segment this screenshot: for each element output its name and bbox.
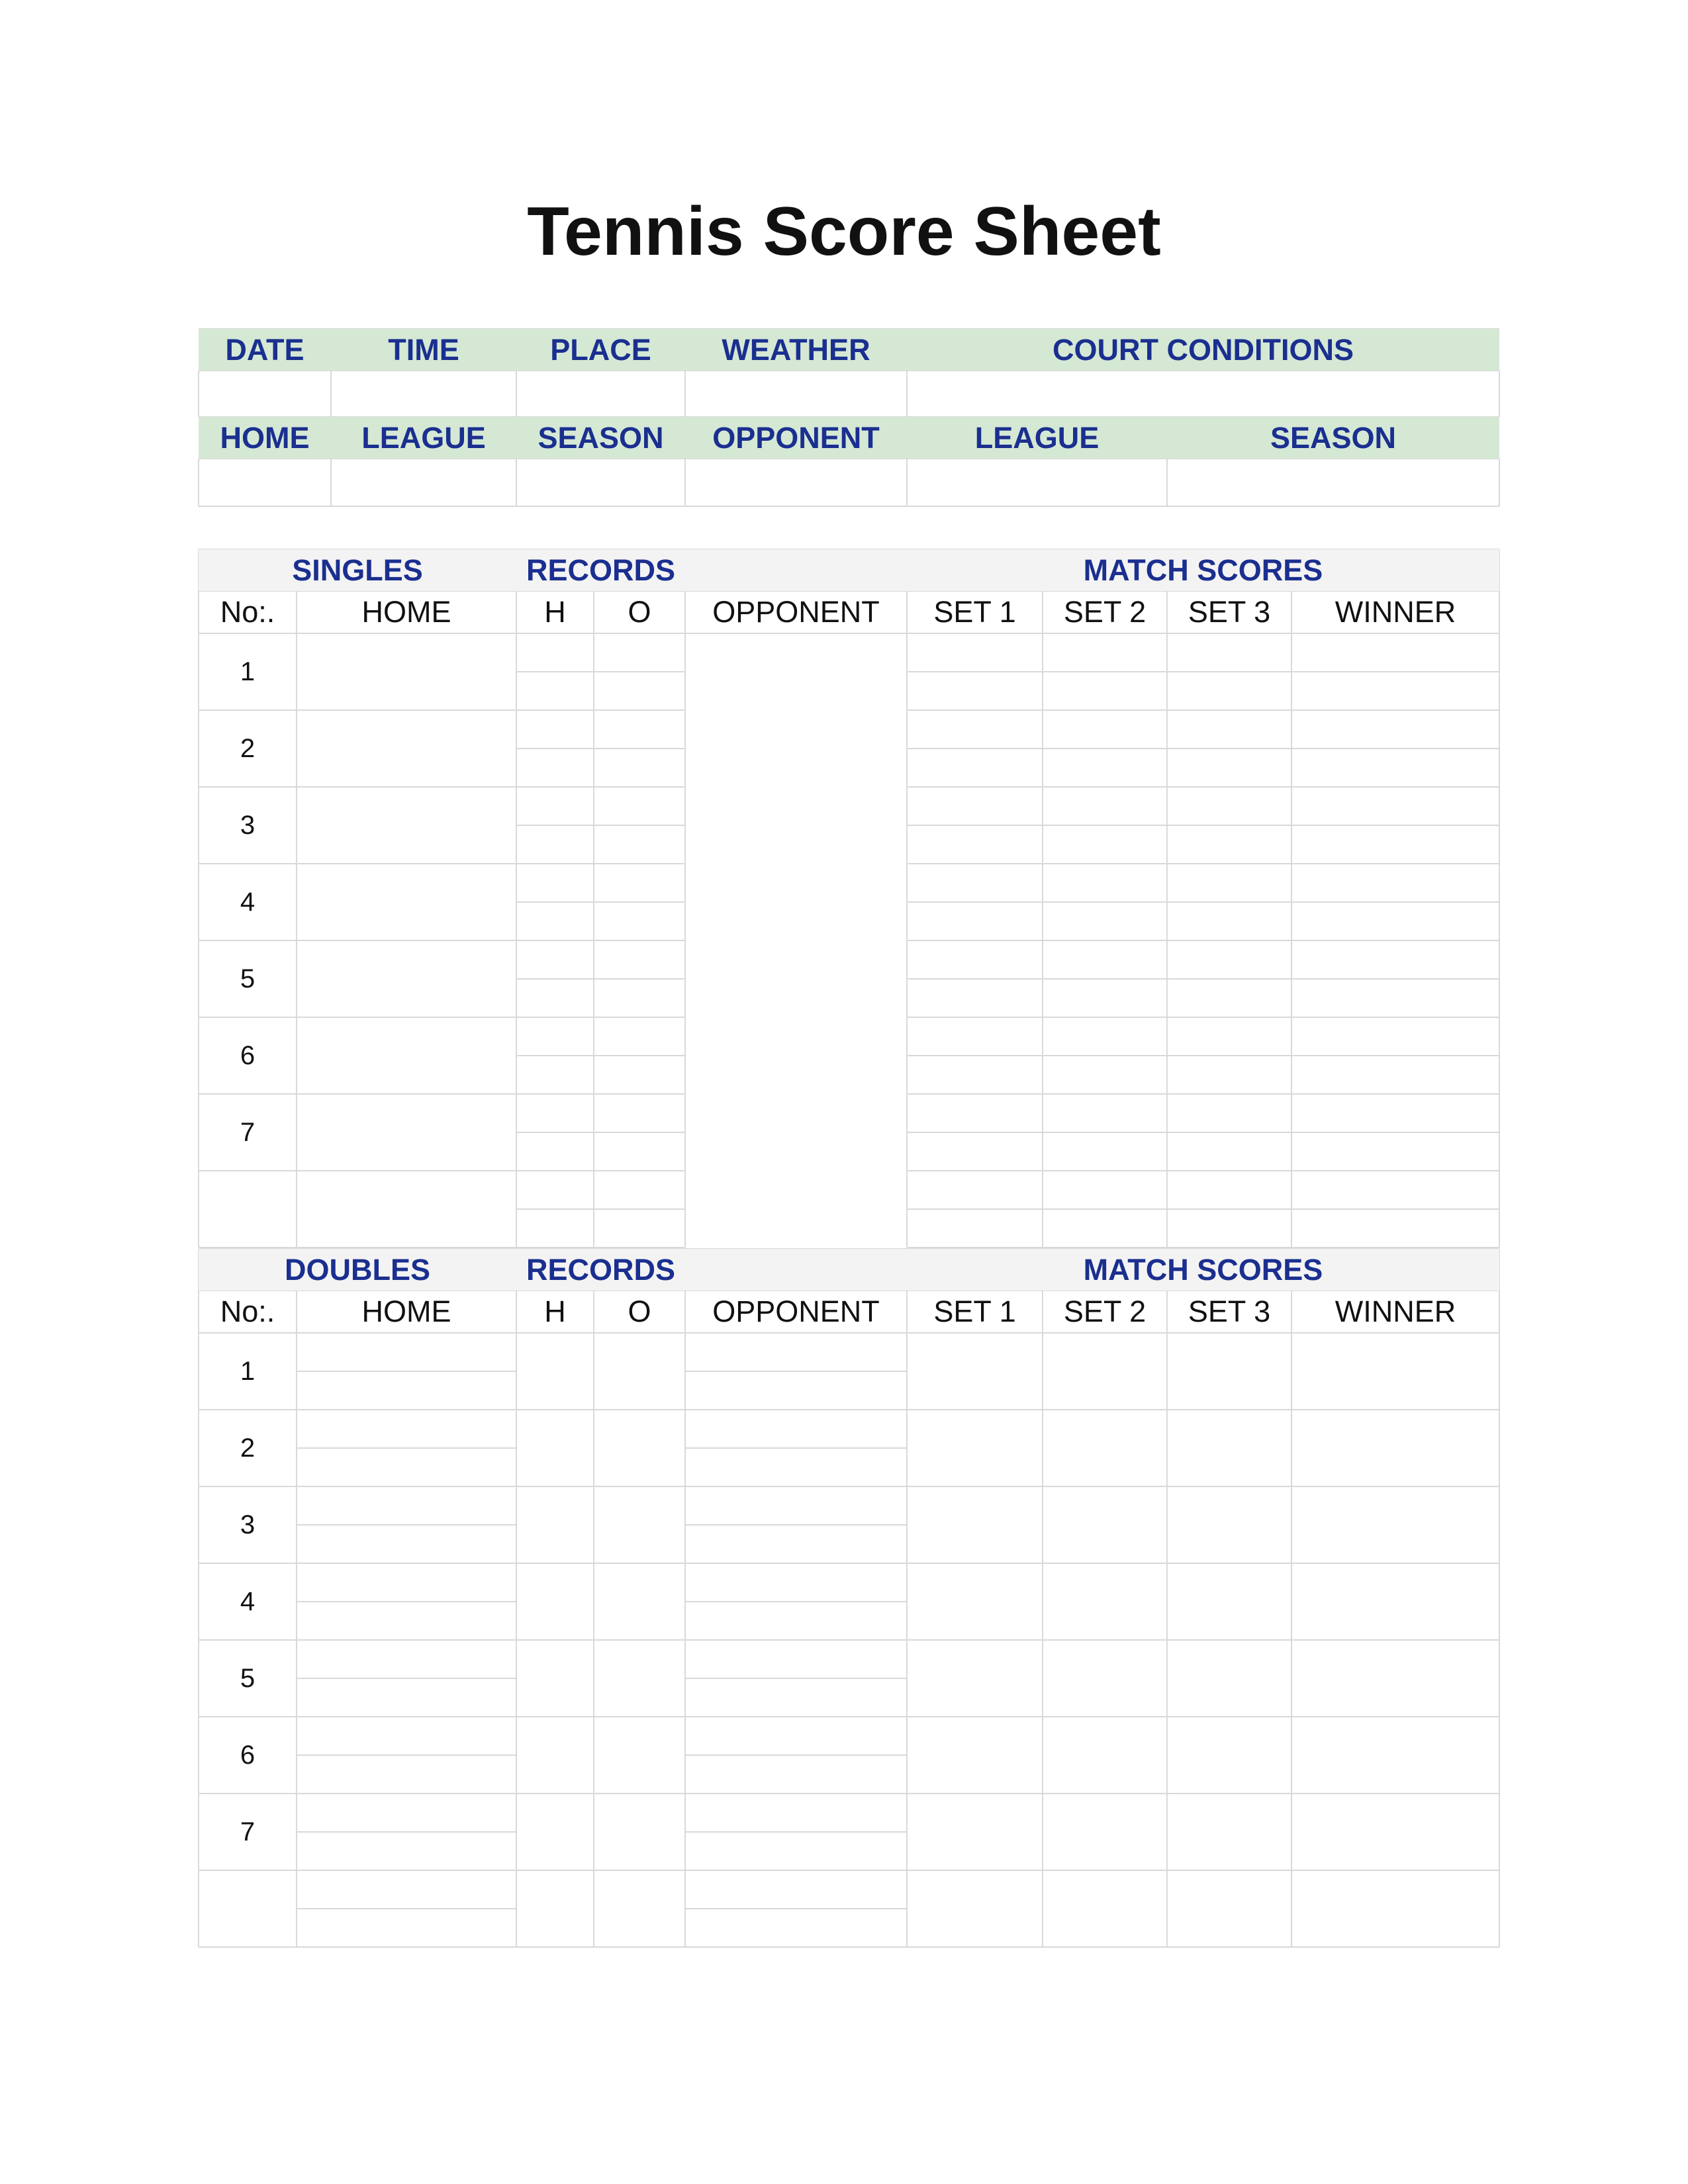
doubles-col-set2: SET 2 <box>1063 1294 1147 1328</box>
doubles-col-opponent: OPPONENT <box>712 1294 880 1328</box>
doubles-col-no: No:. <box>220 1294 275 1328</box>
singles-row-number: 7 <box>240 1117 256 1147</box>
doubles-row-number: 4 <box>240 1586 256 1616</box>
singles-col-h: H <box>544 594 566 629</box>
singles-col-set2: SET 2 <box>1063 594 1147 629</box>
doubles-row-number: 2 <box>240 1433 256 1463</box>
singles-col-home: HOME <box>361 594 451 629</box>
doubles-row-number: 3 <box>240 1510 256 1539</box>
singles-col-o: O <box>628 594 651 629</box>
doubles-row-number: 1 <box>240 1356 256 1386</box>
singles-records-label: RECORDS <box>516 549 685 591</box>
doubles-col-winner: WINNER <box>1335 1294 1456 1328</box>
doubles-records-label: RECORDS <box>516 1249 685 1291</box>
doubles-row-number: 7 <box>240 1817 256 1846</box>
singles-row-number: 2 <box>240 733 256 763</box>
doubles-col-h: H <box>544 1294 566 1328</box>
doubles-section-label: DOUBLES <box>199 1249 516 1291</box>
singles-col-set3: SET 3 <box>1188 594 1271 629</box>
singles-header-blank <box>685 549 907 591</box>
singles-row-number: 3 <box>240 810 256 840</box>
singles-col-opponent: OPPONENT <box>712 594 880 629</box>
season-header: SEASON <box>516 417 685 459</box>
doubles-row-number <box>199 1870 297 1947</box>
league-header: LEAGUE <box>331 417 516 459</box>
doubles-col-o: O <box>628 1294 651 1328</box>
time-header: TIME <box>331 329 516 371</box>
opponent-league-header: LEAGUE <box>907 417 1167 459</box>
doubles-match-scores-label: MATCH SCORES <box>907 1249 1499 1291</box>
singles-match-scores-label: MATCH SCORES <box>907 549 1499 591</box>
doubles-col-set3: SET 3 <box>1188 1294 1271 1328</box>
singles-col-no: No:. <box>220 594 275 629</box>
opponent-season-header: SEASON <box>1167 417 1499 459</box>
doubles-row-number: 6 <box>240 1740 256 1770</box>
singles-row-number: 1 <box>240 657 256 686</box>
singles-row-number: 6 <box>240 1040 256 1070</box>
doubles-row-number: 5 <box>240 1663 256 1693</box>
singles-col-winner: WINNER <box>1335 594 1456 629</box>
opponent-header: OPPONENT <box>685 417 907 459</box>
singles-section-label: SINGLES <box>199 549 516 591</box>
doubles-col-set1: SET 1 <box>933 1294 1016 1328</box>
page-title: Tennis Score Sheet <box>527 193 1161 270</box>
place-header: PLACE <box>516 329 685 371</box>
doubles-col-home: HOME <box>361 1294 451 1328</box>
court-conditions-header: COURT CONDITIONS <box>907 329 1499 371</box>
doubles-header-blank <box>685 1249 907 1291</box>
date-header: DATE <box>199 329 331 371</box>
home-header: HOME <box>199 417 331 459</box>
singles-row-number: 5 <box>240 964 256 993</box>
singles-row-number: 4 <box>240 887 256 917</box>
singles-col-set1: SET 1 <box>933 594 1016 629</box>
weather-header: WEATHER <box>685 329 907 371</box>
singles-row-number <box>199 1171 297 1248</box>
